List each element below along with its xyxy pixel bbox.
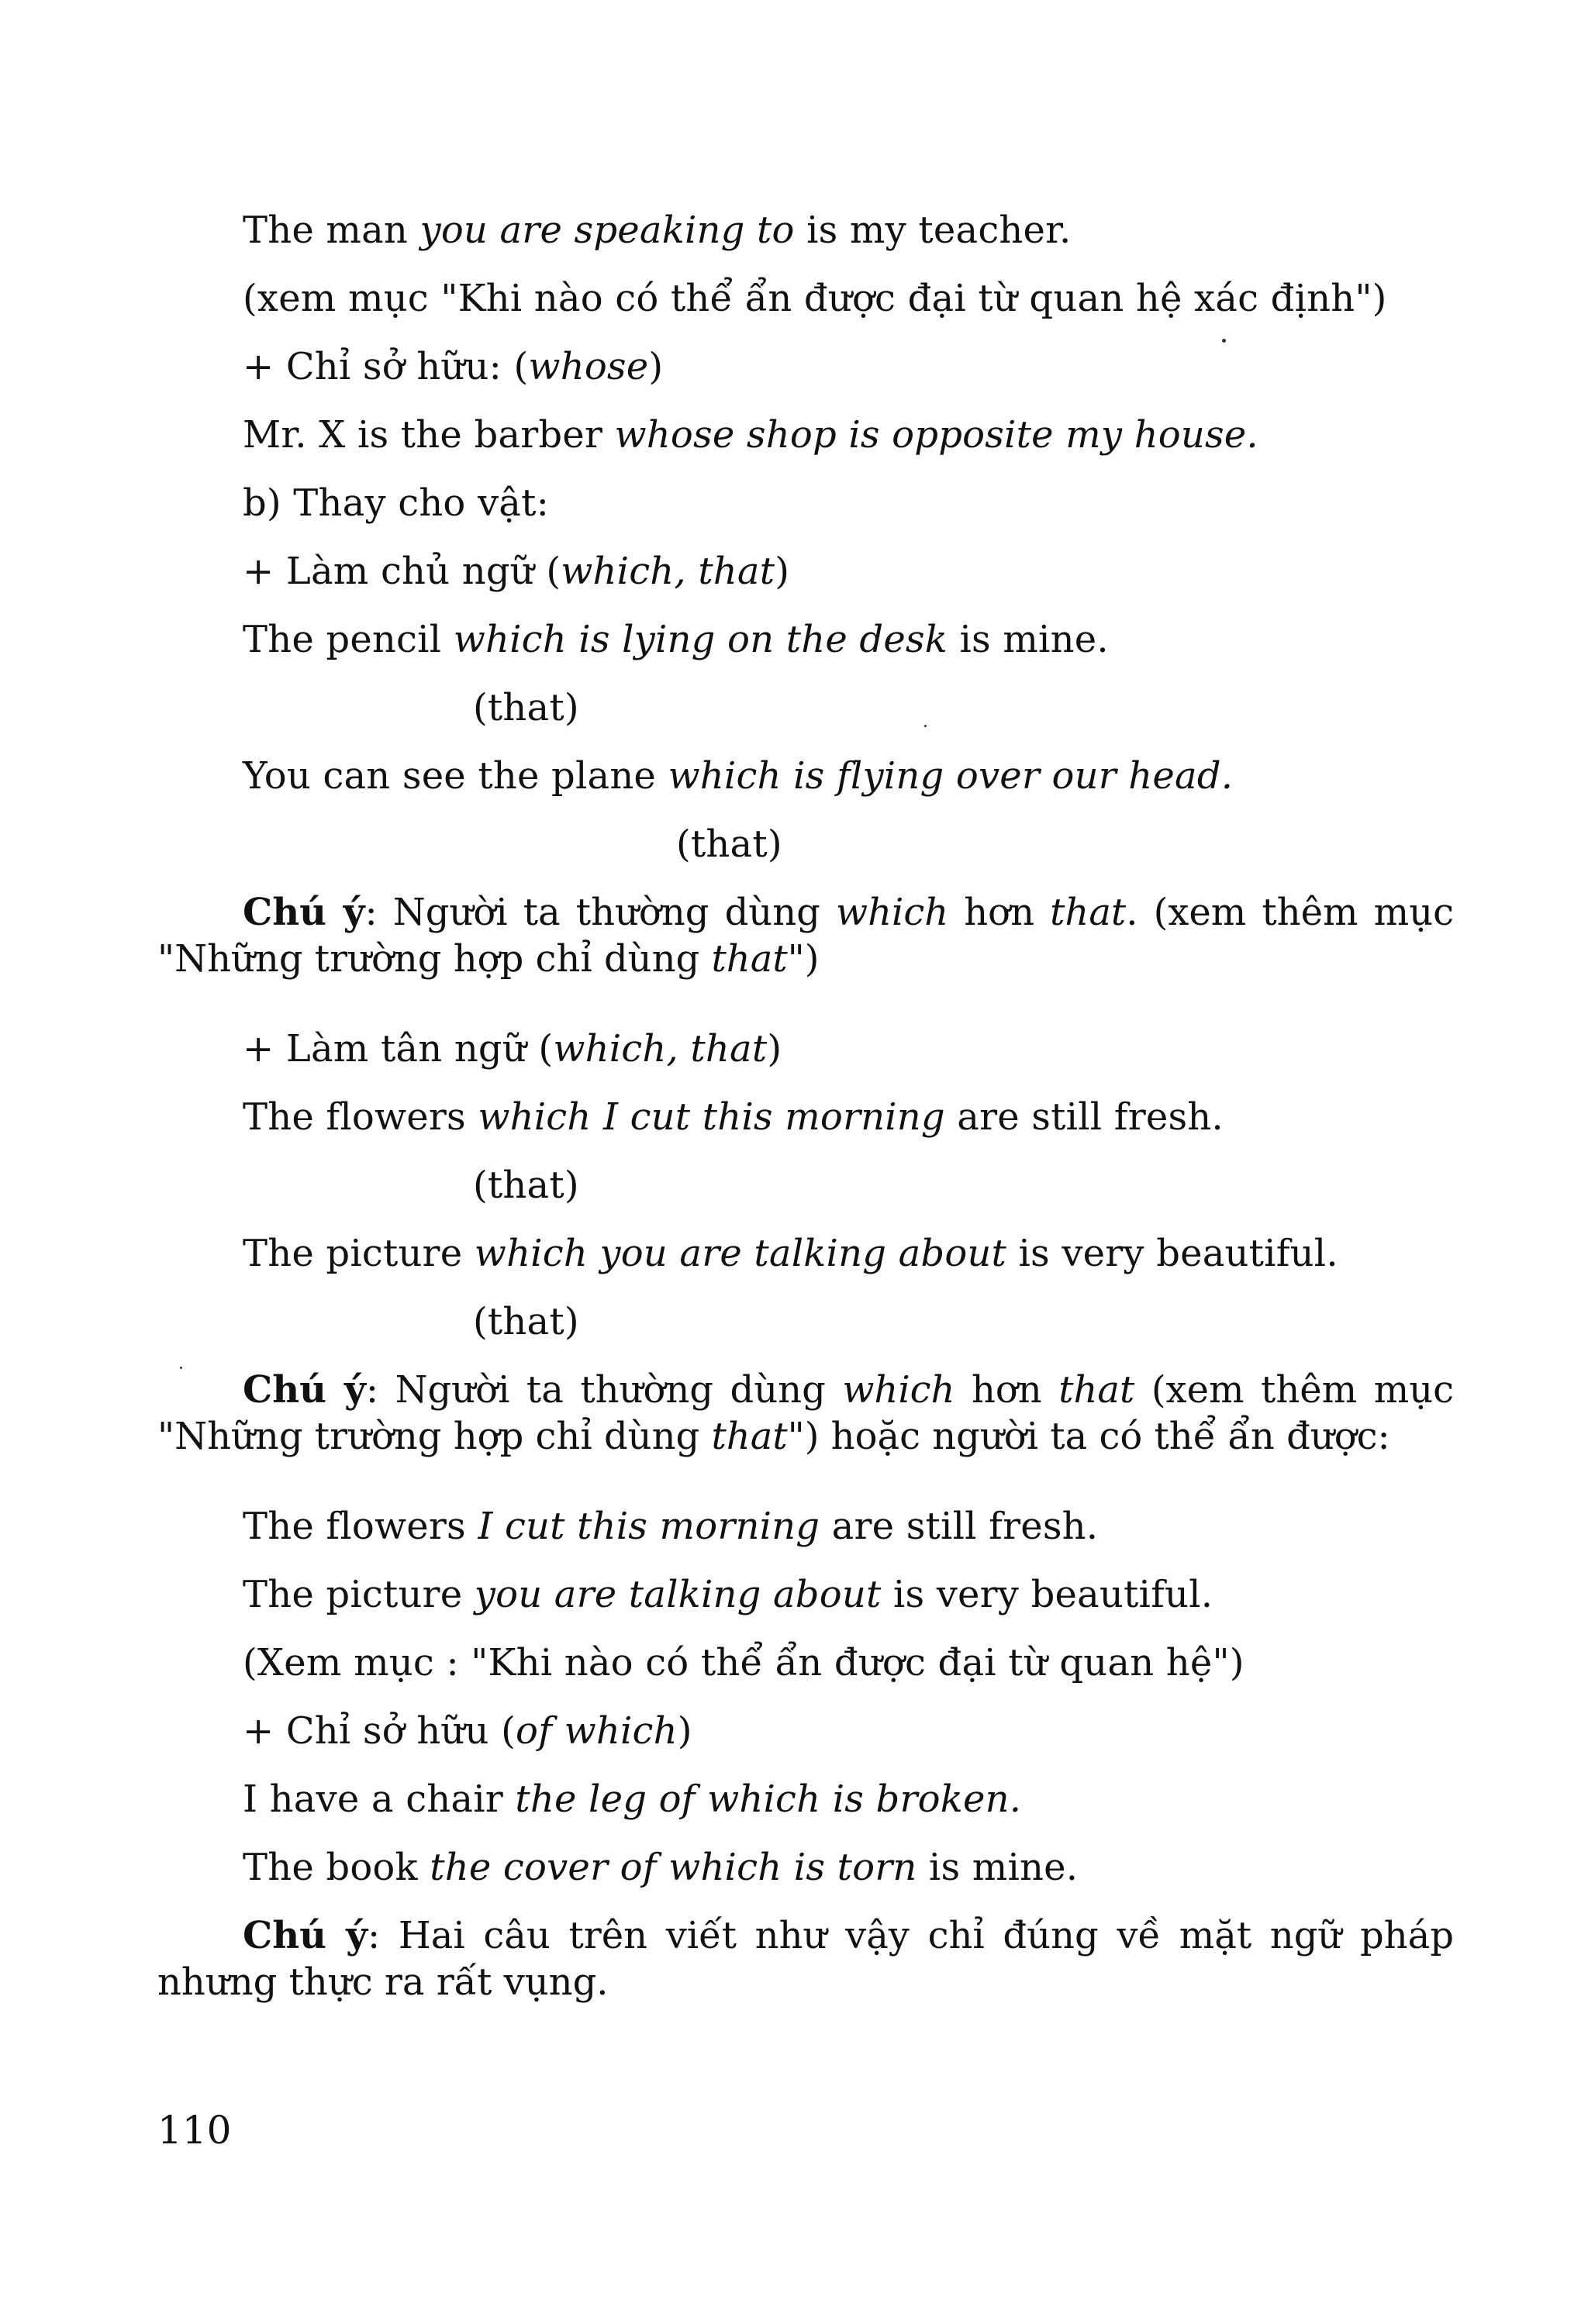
text-run: . (xem thêm mục "Những trường hợp chỉ dùng [157, 891, 1454, 981]
note-text [157, 1367, 1454, 1460]
note-paragraph [157, 889, 1454, 982]
italic-run: I cut this morning [478, 1505, 820, 1548]
italic-run: of which [516, 1709, 678, 1753]
text-run: : Người ta thường dùng [365, 1368, 843, 1412]
example-line [243, 1571, 1213, 1618]
example-line [243, 1094, 1224, 1140]
text-run: The flowers [243, 1095, 478, 1139]
scan-speck [1222, 339, 1226, 343]
note-label: Chú ý [243, 1914, 368, 1957]
text-run: + Chỉ sở hữu ( [243, 1709, 516, 1753]
subheading [243, 1708, 692, 1754]
subheading [243, 1026, 782, 1072]
subheading [243, 548, 789, 595]
text-run: are still fresh. [820, 1505, 1099, 1548]
italic-run: that [1058, 1368, 1135, 1412]
text-run: b) Thay cho vật: [243, 481, 549, 525]
text-run: + Làm tân ngữ ( [243, 1027, 554, 1071]
text-run: ") hoặc người ta có thể ẩn được: [787, 1415, 1390, 1458]
alternative-that [473, 1298, 579, 1345]
italic-run: which, that [553, 1027, 768, 1071]
example-line [243, 1503, 1098, 1550]
italic-run: the cover of which is torn [430, 1846, 917, 1889]
text-run: ) [648, 345, 664, 388]
alternative-that [473, 1162, 579, 1209]
text-run: The flowers [243, 1505, 478, 1548]
text-run: ) [677, 1709, 692, 1753]
italic-run: whose shop is opposite my house. [614, 413, 1258, 457]
note-text [157, 889, 1454, 982]
example-line [243, 753, 1233, 799]
text-run: The man [243, 209, 420, 252]
italic-run: which, that [561, 550, 775, 593]
example-line [243, 1230, 1338, 1277]
text-run: : Người ta thường dùng [364, 891, 836, 934]
subheading [243, 343, 663, 390]
text-run: is very beautiful. [1006, 1232, 1338, 1275]
text-run: are still fresh. [944, 1095, 1224, 1139]
page-number: 110 [157, 2108, 232, 2153]
italic-run: that [711, 937, 788, 981]
alternative-that [676, 821, 782, 867]
note-paragraph [157, 1912, 1454, 2005]
italic-run: which you are talking about [474, 1232, 1007, 1275]
text-run: is mine. [917, 1846, 1079, 1889]
italic-run: which [842, 1368, 955, 1412]
italic-run: the leg of which is broken. [515, 1777, 1022, 1821]
example-line [243, 1844, 1078, 1891]
alternative-that [473, 684, 579, 731]
cross-reference [243, 1640, 1245, 1686]
italic-run: you are speaking to [419, 209, 795, 252]
text-run: (xem thêm mục "Những trường hợp chỉ dùng [157, 1368, 1455, 1458]
text-run: (that) [473, 686, 579, 729]
text-run: (that) [473, 1164, 579, 1207]
note-text [157, 1912, 1454, 2005]
text-run: is my teacher. [794, 209, 1072, 252]
text-run: + Chỉ sở hữu: ( [243, 345, 529, 388]
text-run: ") [787, 937, 820, 981]
note-paragraph [157, 1367, 1454, 1460]
text-run: The book [243, 1846, 430, 1889]
cross-reference [243, 275, 1387, 322]
text-run: (Xem mục : "Khi nào có thể ẩn được đại từ quan hệ") [243, 1641, 1245, 1684]
text-run: (that) [676, 822, 782, 866]
italic-run: that [711, 1415, 788, 1458]
text-run: I have a chair [243, 1777, 516, 1821]
text-run: The picture [243, 1232, 475, 1275]
text-run: is mine. [948, 618, 1109, 661]
example-line [243, 616, 1109, 663]
italic-run: which is flying over our head. [668, 754, 1234, 798]
note-label: Chú ý [243, 891, 365, 934]
italic-run: which [835, 891, 949, 934]
italic-run: that [1050, 891, 1127, 934]
italic-run: which is lying on the desk [453, 618, 948, 661]
example-line [243, 1776, 1021, 1822]
section-heading [243, 480, 549, 526]
example-line [243, 207, 1071, 253]
text-run: + Làm chủ ngữ ( [243, 550, 561, 593]
text-run: The pencil [243, 618, 454, 661]
scan-speck [180, 1367, 182, 1369]
text-run: The picture [243, 1573, 475, 1616]
italic-run: you are talking about [474, 1573, 882, 1616]
text-run: You can see the plane [243, 754, 668, 798]
text-run: hơn [948, 891, 1051, 934]
text-run: Mr. X is the barber [243, 413, 615, 457]
text-run: (that) [473, 1300, 579, 1343]
example-line [243, 412, 1258, 458]
italic-run: which I cut this morning [478, 1095, 945, 1139]
text-run: (xem mục "Khi nào có thể ẩn được đại từ quan hệ xác định") [243, 277, 1387, 320]
note-label: Chú ý [243, 1368, 366, 1412]
italic-run: whose [528, 345, 649, 388]
text-run: ) [775, 550, 790, 593]
text-run: : Hai câu trên viết như vậy chỉ đúng về mặt ngữ pháp nhưng thực ra rất vụng. [157, 1914, 1455, 2004]
text-run: ) [767, 1027, 782, 1071]
scan-speck [924, 725, 927, 727]
text-run: hơn [955, 1368, 1059, 1412]
text-run: is very beautiful. [881, 1573, 1213, 1616]
